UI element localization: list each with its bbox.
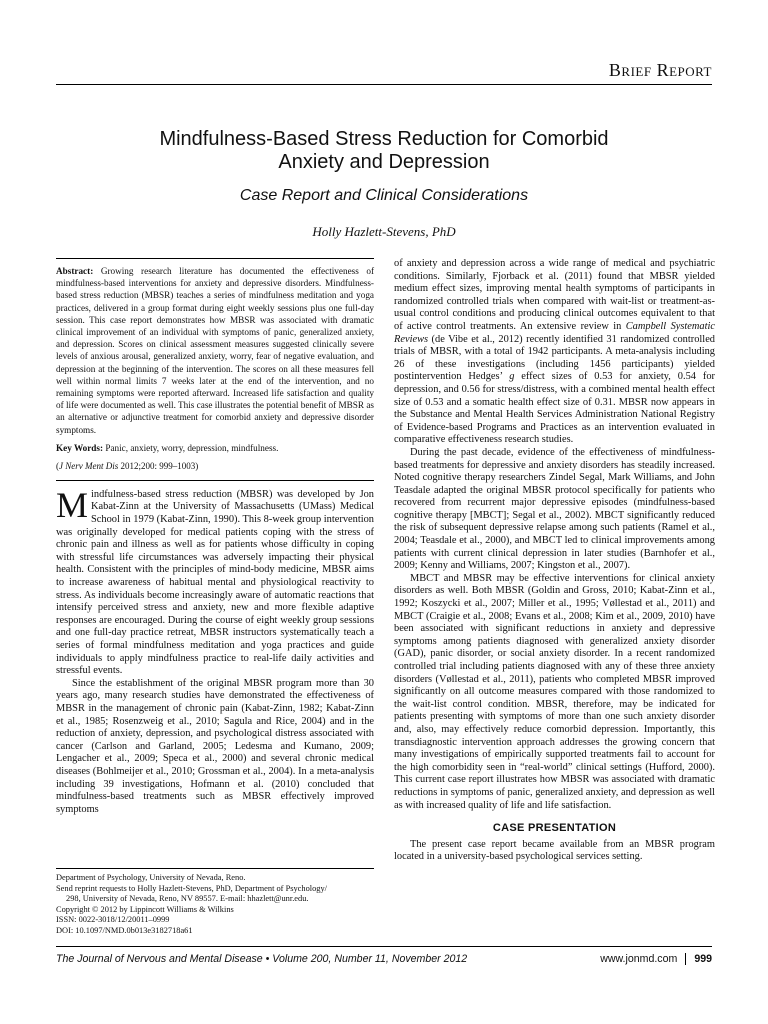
paragraph: The present case report became available from an MBSR program located in a university-based psychological services setting. [394,838,715,863]
journal-website: www.jonmd.com [600,953,678,965]
right-body [394,258,715,864]
abstract-text: Growing research literature has documented the effectiveness of mindfulness-based interventions for anxiety and depressive disorders. Mindfulness-based stress reduction (MBSR) teaches a series of mindfulness meditation and yoga practices, delivered in a group format during eight weekly sessions plus one full-day session. This case report demonstrates how MBSR was associated with dramatic clinical improvement of an individual with symptoms of panic, generalized anxiety, and depression. Scores on clinical assessment measures suggested clinically severe levels of anxious arousal, generalized anxiety, worry, fear of negative evaluation, and depression at the beginning of the intervention. The scores on all these measures fell well within normal limits 7 weeks later at the end of the intervention, and no remaining symptoms were reported afterward. Increased life satisfaction and quality of life were documented as well. This case illustrates the potential benefit of MBSR as an alternative or adjunctive treatment for comorbid anxiety and depressive disorder symptoms. [56,266,375,435]
paragraph: Since the establishment of the original MBSR program more than 30 years ago, many research studies have demonstrated the effectiveness of MBSR in the management of chronic pain (Kabat-Zinn, 1982; Kabat-Zinn et al., 1985; Rosenzweig et al., 2010; Sagula and Rice, 2004) and in the reduction of anxiety, depression, and psychological distress associated with cancer (Carlson and Garland, 2005; Ledesma and Kumano, 2009; Lengacher et al., 2009; Speca et al., 2000) and several chronic medical diseases (Bohlmeijer et al., 2010; Grossman et al., 2004). In a meta-analysis including 39 investigations, Hofmann et al. (2010) concluded that mindfulness-based treatments such as MBSR effectively improved symptoms [56,677,374,815]
paragraph-text: effect sizes of 0.53 for anxiety, 0.54 for depression, and 0.56 for stress/distress, with a combined mental health effect size of 0.53 and a somatic health effect size of 0.31. MBSR now appears in the Substance and Mental Health Services Administration National Registry of Evidence-based Programs and Practices as an intervention evaluated in comparative effectiveness research studies. [394,371,715,446]
citation-open: ( [56,460,59,471]
keywords-label: Key Words: [56,442,104,453]
title-line-1: Mindfulness-Based Stress Reduction for Comorbid [159,128,609,150]
paragraph-text: of anxiety and depression across a wide range of medical and psychiatric conditions. Similarly, Fjorback et al. (2011) found that MBSR yielded medium effect sizes, improving mental health symptoms of participants in randomized controlled trials when compared with wait-list or treatment-as-usual control conditions and producing clinical outcomes equivalent to that of active control treatments. An extensive review in [394,258,715,332]
title-line-2: Anxiety and Depression [278,151,490,173]
footer-journal: The Journal of Nervous and Mental Disease • Volume 200, Number 11, November 2012 [56,953,468,965]
drop-cap: M [56,484,89,525]
footnote-line: DOI: 10.1097/NMD.0b013e3182718a61 [56,925,193,935]
journal-name: Campbell Systematic Reviews [394,320,715,345]
article-title [56,128,712,174]
paragraph [56,484,374,678]
keywords [56,442,374,454]
citation-journal: J Nerv Ment Dis [59,460,119,471]
section-label: Brief Report [608,60,712,80]
abstract [56,258,374,436]
paragraph: MBCT and MBSR may be effective interventions for clinical anxiety disorders as well. Both MBSR (Goldin and Gross, 2010; Kabat-Zinn et al., 1992; Koszycki et al., 2007; Miller et al., 1995; Vøllestad et al., 2011) and MBCT (Craigie et al., 2008; Evans et al., 2008; Kim et al., 2009, 2010) have been associated with significant reductions in anxiety and depressive symptoms among patients diagnosed with generalized anxiety disorder (GAD), panic disorder, or social anxiety disorder. In a recent randomized controlled trial including patients diagnosed with any of these three anxiety disorders (Vøllestad et al., 2011), patients who completed MBSR improved significantly on all outcome measures compared with those randomized to the wait-list control condition. MBSR, therefore, may be indicated for patients presenting with symptoms of more than one such anxiety disorder and, also, may effectively reduce comorbid depression. Importantly, this transdiagnostic intervention approach addresses the growing concern that many investigations of empirically supported treatments fail to account for the high comorbidity seen in “real-world” clinical settings (Hufford, 2000). This current case report illustrates how MBSR was associated with dramatic reductions in symptoms of panic, generalized anxiety, and depression as well as with increased quality of life and life satisfaction. [394,572,715,811]
article-subtitle: Case Report and Clinical Considerations [239,187,529,204]
paragraph: During the past decade, evidence of the effectiveness of mindfulness-based treatments for depressive and anxiety disorders has steadily increased. Noted cognitive therapy researchers Zindel Segal, Mark Williams, and John Teasdale adapted the original MBSR protocol specifically for patients who recovered from recurrent major depressive episodes (mindfulness-based cognitive therapy [MBCT]; Segal et al., 2002). MBCT significantly reduced the risk of subsequent depressive relapse among such patients (Ramel et al., 2004; Teasdale et al., 2000), and MBCT led to clinical improvements among patients with current clinical depression in later studies (Barnhofer et al., 2009; Kenny and Williams, 2007; Kingston et al., 2007). [394,446,715,572]
section-heading: CASE PRESENTATION [492,822,617,835]
footnote-line: Department of Psychology, University of Nevada, Reno. [56,873,246,882]
footnote-line: ISSN: 0022-3018/12/20011–0999 [56,915,170,925]
footnote-line: Copyright © 2012 by Lippincott Williams & Wilkins [56,904,234,914]
author: Holly Hazlett-Stevens, PhD [312,224,456,239]
footer-rule [56,946,712,947]
abstract-label: Abstract: [56,266,94,276]
paragraph-text: (de Vibe et al., 2012) recently identified 31 randomized controlled trials of MBSR, with a total of 1942 participants. A meta-analysis including 26 of these investigations (including 1456 participants) yielded postintervention Hedges’ [394,333,715,383]
statistic-symbol: g [509,371,515,383]
citation-rest: 2012;200: 999–1003) [118,460,199,471]
footnotes [56,868,374,937]
footnote-line: 298, University of Nevada, Reno, NV 89557. E-mail: hhazlett@unr.edu. [66,894,309,904]
page-number: 999 [685,953,712,965]
header-rule [56,84,712,85]
citation [56,460,374,481]
footer-right [600,953,712,965]
right-column [394,258,715,864]
left-body [56,484,374,816]
footnote-line: Send reprint requests to Holly Hazlett-Stevens, PhD, Department of Psychology/ [56,883,327,893]
paragraph-text: indfulness-based stress reduction (MBSR) was developed by Jon Kabat-Zinn at the University of Massachusetts (UMass) Medical School in 1979 (Kabat-Zinn, 1990). This 8-week group intervention was originally developed for medical patients coping with the stress of chronic pain and illness as well as for patients whose difficulty in coping with stressful life circumstances was adversely impacting their physical health. Consistent with the principles of mind-body medicine, MBSR aims to increase awareness of habitual mental and physiological reactivity to stress. As individuals become increasingly aware of automatic reactions that intensify perceived stress and anxiety, new and more flexible adaptive responses are encouraged. During the course of eight weekly group sessions and one full-day practice retreat, MBSR instructors systematically teach a series of formal mindfulness meditation and yoga practices and guide individuals to apply mindfulness practice to real-life daily activities and stressful events. [56,488,374,677]
left-column [56,258,374,816]
paragraph [394,258,715,447]
keywords-text: Panic, anxiety, worry, depression, mindfulness. [105,442,279,453]
